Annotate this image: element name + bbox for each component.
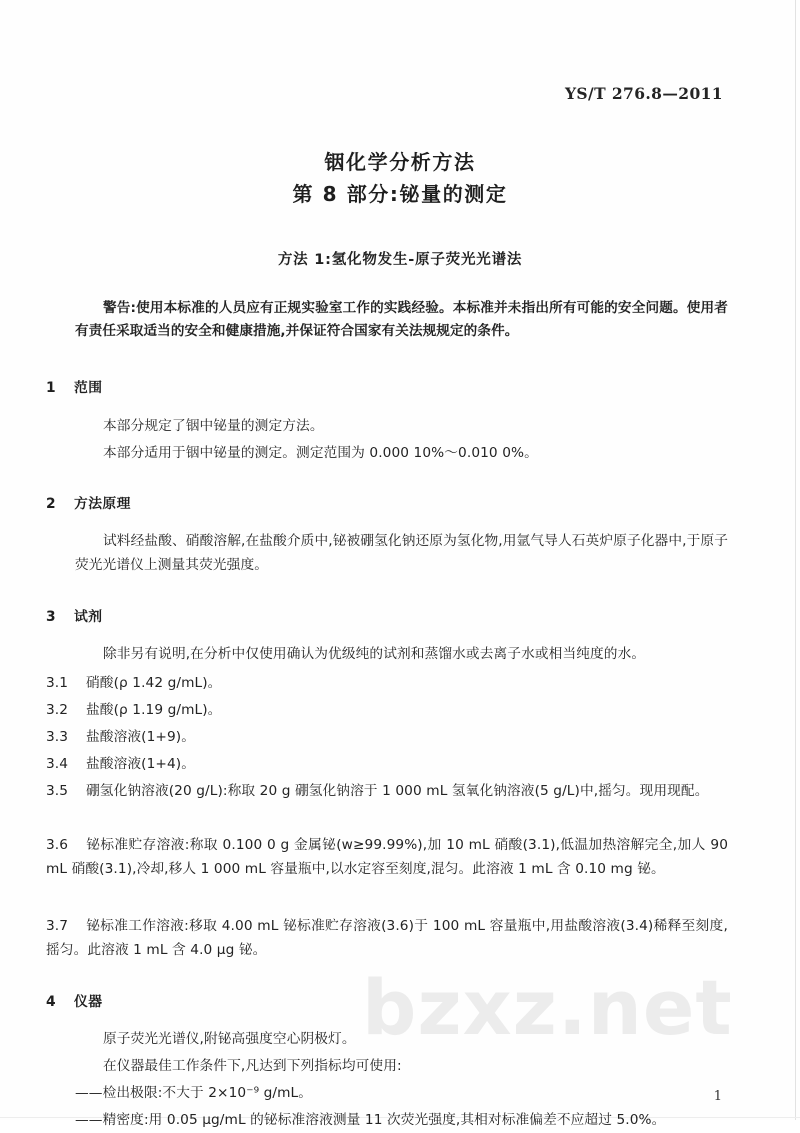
reagent-text-3-4: 盐酸溶液(1+4)。 <box>86 756 196 772</box>
reagent-label-3-4: 3.4 <box>46 756 69 772</box>
section-title-4: 仪器 <box>74 994 103 1010</box>
reagent-text-3-6: 铋标准贮存溶液:称取 0.100 0 g 金属铋(w≥99.99%),加 10 mL 硝酸(3.1),低温加热溶解完全,加人 90 mL 硝酸(3.1),冷却,移人 1 000 mL 容量瓶中,以水定容至刻度,混匀。此溶液 1 mL 含 0.10 mg 铋。 <box>46 837 728 877</box>
apparatus-dash-item-2: ——精密度:用 0.05 μg/mL 的铋标准溶液测量 11 次荧光强度,其相对标准偏差不应超过 5.0%。 <box>75 1112 666 1128</box>
section-heading-principle <box>46 492 131 512</box>
reagent-label-3-7: 3.7 <box>46 918 69 934</box>
apparatus-dash-item-1: ——检出极限:不大于 2×10⁻⁹ g/mL。 <box>75 1085 313 1101</box>
reagent-label-3-1: 3.1 <box>46 675 69 691</box>
apparatus-paragraph-2: 在仪器最佳工作条件下,凡达到下列指标均可使用: <box>103 1058 402 1074</box>
reagent-item-3-6 <box>46 834 728 882</box>
apparatus-paragraph-1: 原子荧光光谱仪,附铋高强度空心阴极灯。 <box>103 1031 356 1047</box>
warning-paragraph: 警告:使用本标准的人员应有正规实验室工作的实践经验。本标准并未指出所有可能的安全问题。使用者有责任采取适当的安全和健康措施,并保证符合国家有关法规规定的条件。 <box>75 300 728 340</box>
watermark-text: bzxz.net <box>362 963 733 1052</box>
reagent-item-3-7 <box>46 915 728 963</box>
reagent-label-3-5: 3.5 <box>46 783 69 799</box>
reagent-item-3-5 <box>46 780 728 804</box>
section-heading-scope <box>46 376 102 396</box>
scope-paragraph-2: 本部分适用于铟中铋量的测定。测定范围为 0.000 10%～0.010 0%。 <box>103 445 538 461</box>
principle-paragraph-1: 试料经盐酸、硝酸溶解,在盐酸介质中,铋被硼氢化钠还原为氢化物,用氩气导人石英炉原子化器中,于原子荧光光谱仪上测量其荧光强度。 <box>75 533 728 573</box>
reagent-label-3-6: 3.6 <box>46 837 69 853</box>
page-number: 1 <box>713 1089 722 1104</box>
section-heading-apparatus <box>46 990 102 1010</box>
reagent-item-3-4 <box>46 753 728 777</box>
reagent-text-3-1: 硝酸(ρ 1.42 g/mL)。 <box>86 675 222 691</box>
document-subtitle: 方法 1:氢化物发生-原子荧光光谱法 <box>277 252 523 268</box>
section-number-2: 2 <box>46 496 56 512</box>
reagent-item-3-2 <box>46 699 728 723</box>
section-number-3: 3 <box>46 609 56 625</box>
scope-paragraph-1: 本部分规定了铟中铋量的测定方法。 <box>103 418 324 434</box>
title-line-2: 第 8 部分:铋量的测定 <box>292 182 508 207</box>
reagent-item-3-1 <box>46 672 728 696</box>
document-title <box>0 146 800 211</box>
section-title-1: 范围 <box>74 380 103 396</box>
section-number-1: 1 <box>46 380 56 396</box>
reagent-text-3-2: 盐酸(ρ 1.19 g/mL)。 <box>86 702 222 718</box>
reagent-label-3-3: 3.3 <box>46 729 69 745</box>
reagent-label-3-2: 3.2 <box>46 702 69 718</box>
standard-code-header: YS/T 276.8—2011 <box>564 84 723 103</box>
reagent-text-3-3: 盐酸溶液(1+9)。 <box>86 729 196 745</box>
reagent-text-3-7: 铋标准工作溶液:移取 4.00 mL 铋标准贮存溶液(3.6)于 100 mL 容量瓶中,用盐酸溶液(3.4)稀释至刻度,摇匀。此溶液 1 mL 含 4.0 μg 铋。 <box>46 918 728 958</box>
reagent-item-3-3 <box>46 726 728 750</box>
section-title-3: 试剂 <box>74 609 103 625</box>
reagent-text-3-5: 硼氢化钠溶液(20 g/L):称取 20 g 硼氢化钠溶于 1 000 mL 氢氧化钠溶液(5 g/L)中,摇匀。现用现配。 <box>86 783 709 799</box>
section-title-2: 方法原理 <box>74 496 131 512</box>
title-line-1: 铟化学分析方法 <box>324 150 476 174</box>
section-heading-reagents <box>46 605 102 625</box>
reagents-intro: 除非另有说明,在分析中仅使用确认为优级纯的试剂和蒸馏水或去离子水或相当纯度的水。 <box>103 646 646 662</box>
section-number-4: 4 <box>46 994 56 1010</box>
